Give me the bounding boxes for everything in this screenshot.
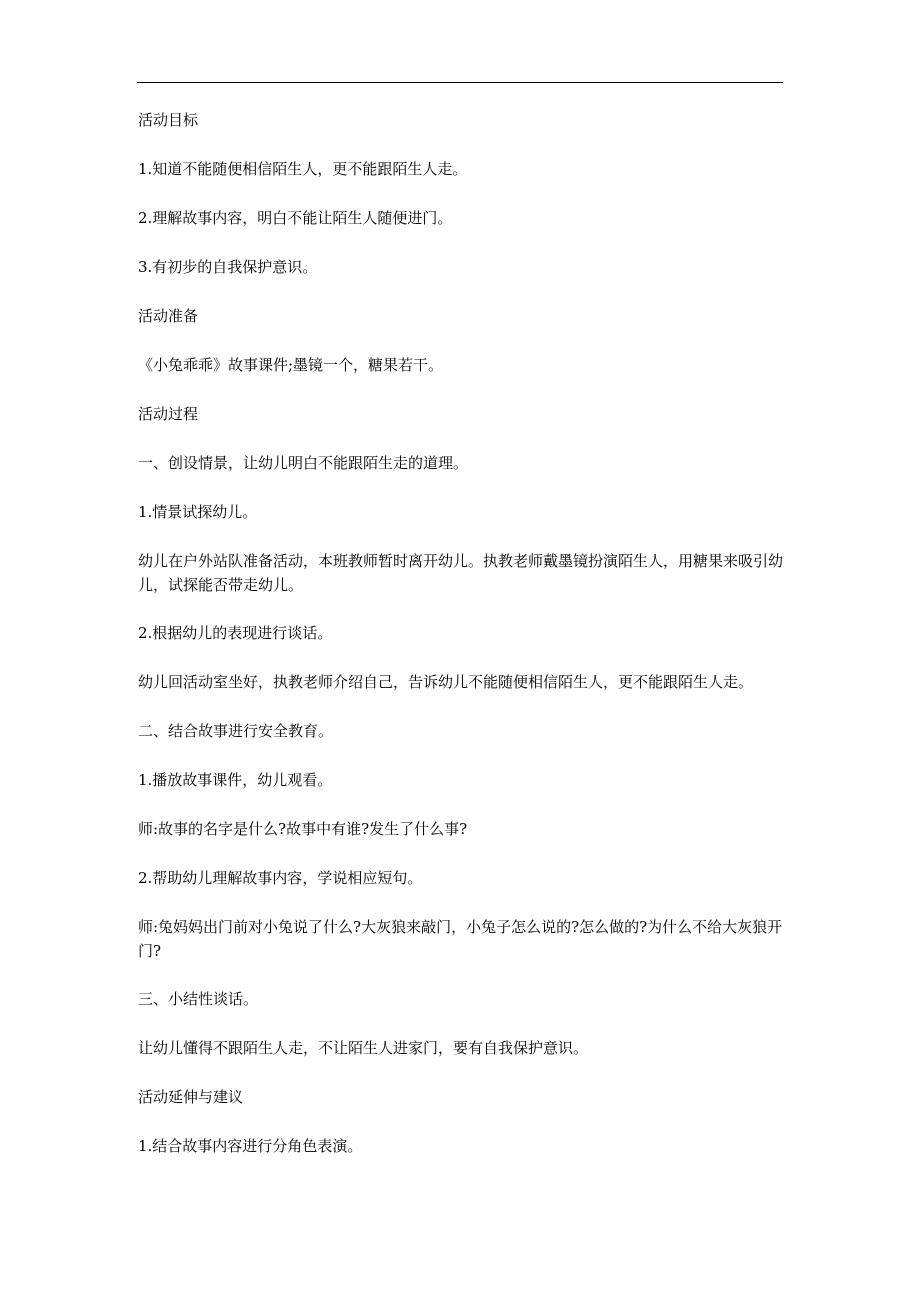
section-heading-goals: 活动目标: [138, 111, 199, 129]
header-rule: [137, 82, 783, 83]
goal-item-3: 3.有初步的自我保护意识。: [138, 258, 318, 276]
process-substep-2-2-text: 师:兔妈妈出门前对小兔说了什么?大灰狼来敲门，小兔子怎么说的?怎么做的?为什么不给大灰狼开门?: [138, 918, 783, 960]
goal-item-1: 1.知道不能随便相信陌生人，更不能跟陌生人走。: [138, 160, 468, 178]
process-substep-1-1-text: 幼儿在户外站队准备活动，本班教师暂时离开幼儿。执教老师戴墨镜扮演陌生人，用糖果来吸引幼儿，试探能否带走幼儿。: [138, 552, 784, 594]
section-heading-preparation: 活动准备: [138, 307, 199, 325]
document-body: [138, 108, 786, 1183]
process-substep-1-1: 1.情景试探幼儿。: [138, 503, 258, 521]
process-substep-1-2-text: 幼儿回活动室坐好，执教老师介绍自己，告诉幼儿不能随便相信陌生人，更不能跟陌生人走。: [138, 673, 754, 691]
process-step-3-heading: 三、小结性谈话。: [138, 990, 259, 1008]
process-substep-2-1: 1.播放故事课件，幼儿观看。: [138, 771, 333, 789]
process-step-2-heading: 二、结合故事进行安全教育。: [138, 722, 334, 740]
process-step-3-text: 让幼儿懂得不跟陌生人走，不让陌生人进家门，要有自我保护意识。: [138, 1039, 589, 1057]
preparation-text: 《小兔乖乖》故事课件;墨镜一个，糖果若干。: [138, 356, 444, 374]
process-step-1-heading: 一、创设情景，让幼儿明白不能跟陌生走的道理。: [138, 454, 469, 472]
section-heading-process: 活动过程: [138, 405, 199, 423]
process-substep-1-2: 2.根据幼儿的表现进行谈话。: [138, 624, 333, 642]
section-heading-extension: 活动延伸与建议: [138, 1088, 244, 1106]
extension-item-1: 1.结合故事内容进行分角色表演。: [138, 1137, 363, 1155]
goal-item-2: 2.理解故事内容，明白不能让陌生人随便进门。: [138, 209, 453, 227]
process-substep-2-1-text: 师:故事的名字是什么?故事中有谁?发生了什么事?: [138, 820, 468, 838]
process-substep-2-2: 2.帮助幼儿理解故事内容，学说相应短句。: [138, 869, 423, 887]
